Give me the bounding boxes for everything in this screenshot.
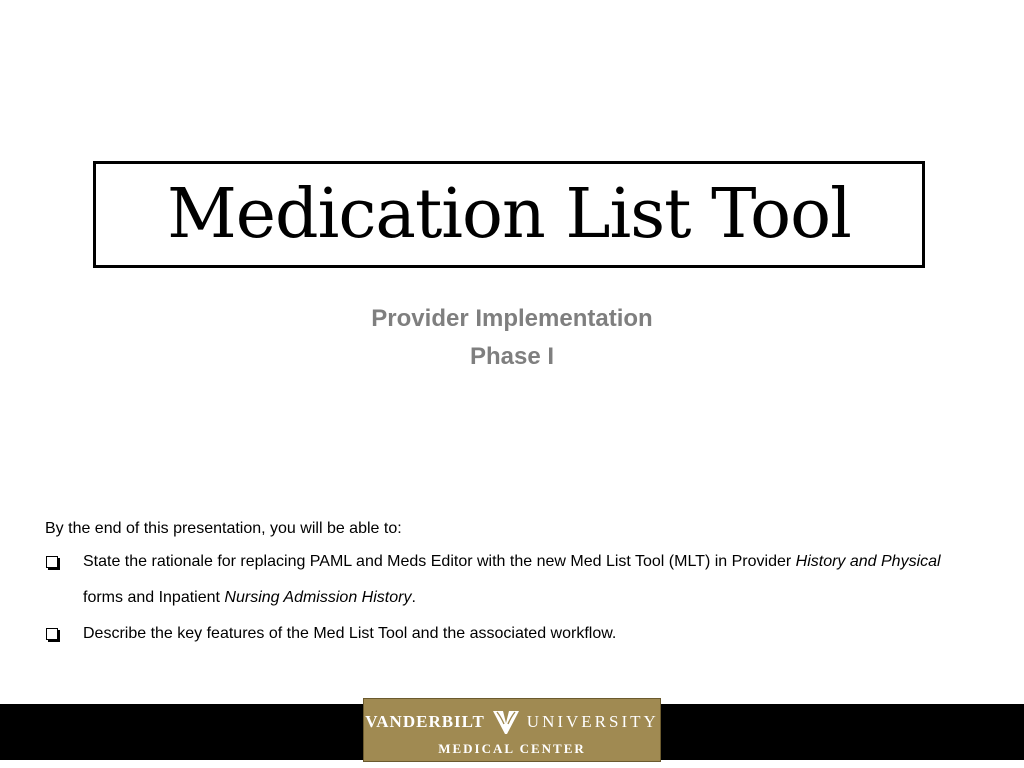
objectives-section <box>45 516 985 652</box>
logo-wordmark-left: VANDERBILT <box>365 712 485 731</box>
checkbox-bullet-icon <box>46 628 58 640</box>
objective-italic-text: Nursing Admission History <box>224 589 412 606</box>
vanderbilt-v-oak-leaf-icon <box>491 709 521 735</box>
subtitle-line-2: Phase I <box>469 343 555 370</box>
slide-subtitle <box>0 300 1024 376</box>
objective-text: State the rationale for replacing PAML and Meds Editor with the new Med List Tool (MLT) in Provider <box>83 553 796 570</box>
objective-text: . <box>411 589 416 606</box>
slide-title: Medication List Tool <box>167 174 851 254</box>
objective-item <box>45 616 985 652</box>
objective-text: Describe the key features of the Med List Tool and the associated workflow. <box>83 625 617 642</box>
objectives-intro: By the end of this presentation, you will be able to: <box>45 520 402 537</box>
logo-subtitle: MEDICAL CENTER <box>438 741 586 756</box>
objective-italic-text: History and Physical <box>795 553 941 570</box>
title-box <box>93 161 925 268</box>
checkbox-bullet-icon <box>46 556 58 568</box>
objective-text: forms and Inpatient <box>83 589 225 606</box>
subtitle-line-1: Provider Implementation <box>371 305 653 332</box>
logo-wordmark-right: UNIVERSITY <box>526 712 659 731</box>
vanderbilt-logo <box>363 698 661 762</box>
objective-item <box>45 544 985 616</box>
